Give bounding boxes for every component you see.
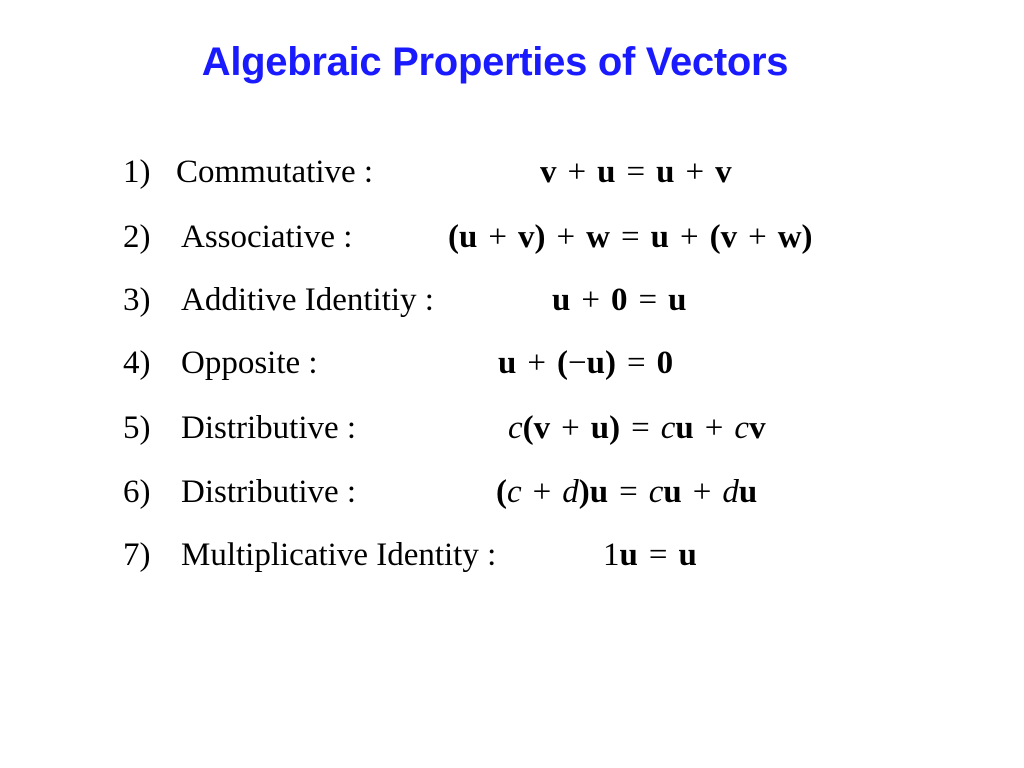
property-row-associative <box>0 217 1024 257</box>
property-equation: u + 0 = u <box>552 282 687 318</box>
property-row-distributive-1 <box>0 408 1024 448</box>
property-row-additive-identity <box>0 280 1024 320</box>
property-row-distributive-2 <box>0 472 1024 512</box>
property-equation: 1u = u <box>603 537 697 573</box>
property-equation: u + (−u) = 0 <box>498 345 674 381</box>
property-equation: c(v + u) = cu + cv <box>508 410 766 446</box>
property-number: 3) <box>123 282 151 318</box>
property-label: Distributive : <box>181 474 357 510</box>
property-equation: (u + v) + w = u + (v + w) <box>448 219 813 255</box>
property-label: Additive Identitiy : <box>181 282 434 318</box>
property-label: Multiplicative Identity : <box>181 537 497 573</box>
property-label: Associative : <box>181 219 353 255</box>
property-label: Commutative : <box>176 154 374 190</box>
slide-title: Algebraic Properties of Vectors <box>201 40 789 84</box>
property-row-multiplicative-identity <box>0 535 1024 575</box>
property-number: 2) <box>123 219 151 255</box>
property-number: 4) <box>123 345 151 381</box>
property-row-opposite <box>0 343 1024 383</box>
property-number: 1) <box>123 154 151 190</box>
property-row-commutative <box>0 152 1024 192</box>
property-number: 5) <box>123 410 151 446</box>
property-equation: v + u = u + v <box>540 154 732 190</box>
property-label: Opposite : <box>181 345 318 381</box>
property-label: Distributive : <box>181 410 357 446</box>
property-number: 6) <box>123 474 151 510</box>
property-equation: (c + d)u = cu + du <box>496 474 758 510</box>
property-number: 7) <box>123 537 151 573</box>
